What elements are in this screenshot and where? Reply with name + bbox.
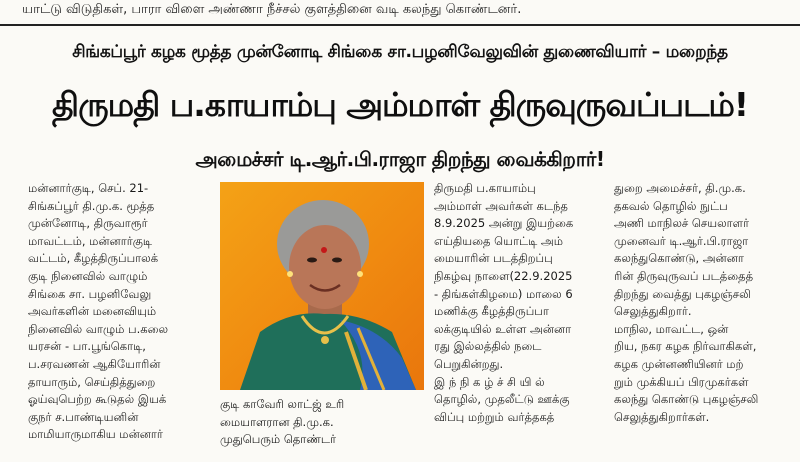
text-line: ஓய்வுபெற்ற கூடுதல் இயக்: [28, 392, 167, 407]
body-column-1: [28, 180, 214, 462]
text-line: லக்குடியில் உள்ள அன்னா: [434, 321, 572, 336]
article-kicker: சிங்கப்பூர் கழக மூத்த முன்னோடி சிங்கை சா.பழனிவேலுவின் துணைவியார் – மறைந்த: [72, 42, 728, 62]
text-line: ரின் திருவுருவப் படத்தைத்: [614, 268, 754, 283]
text-line: துறை அமைச்சர், தி.மு.க.: [614, 181, 746, 195]
text-line: எய்தியதை யொட்டி அம்: [434, 233, 563, 248]
text-line: கலந்து கொண்டு புகழஞ்சலி: [614, 392, 759, 407]
top-divider: [0, 24, 800, 26]
text-line: ப.சரவணன் ஆகியோரின்: [28, 356, 161, 371]
text-line: கழக முன்னணியினர் மற்: [614, 356, 744, 371]
body-column-3: [434, 180, 606, 462]
text-line: 8.9.2025 அன்று இயற்கை: [434, 216, 574, 231]
article-headline: திருமதி ப.காயாம்பு அம்மாள் திருவுருவப்படம்!: [52, 85, 748, 124]
caption-line: மையாளரான தி.மு.க.: [220, 414, 334, 429]
text-line: மன்னார்குடி, செப். 21-: [28, 181, 149, 195]
text-line: தகவல் தொழில் நுட்ப: [614, 198, 728, 213]
text-line: சிங்கை சா. பழனிவேலு: [28, 286, 152, 301]
photo-caption: [220, 396, 426, 462]
text-line: செலுத்துகிறார்.: [614, 304, 692, 319]
text-line: செலுத்துகிறார்கள்.: [614, 409, 710, 424]
text-line: அம்மாள் அவர்கள் கடந்த: [434, 198, 568, 213]
text-line: வட்டம், கீழத்திருப்பாலக்: [28, 251, 159, 266]
text-line: பெறுகின்றது.: [434, 356, 504, 371]
article-subheadline: அமைச்சர் டி.ஆர்.பி.ராஜா திறந்து வைக்கிறார்!: [195, 147, 605, 171]
text-line: குநர் ச.பாண்டியனின்: [28, 409, 139, 424]
text-line: கலந்துகொண்டு, அன்னா: [614, 251, 744, 266]
text-line: மையாரின் படத்திறப்பு: [434, 251, 553, 266]
text-line: தாயாரும், செய்தித்துறை: [28, 374, 156, 389]
text-line: அணி மாநிலச் செயலாளர்: [614, 216, 750, 231]
text-line: றிய, நகர கழக நிர்வாகிகள்,: [614, 339, 757, 354]
text-line: குடி நினைவில் வாழும்: [28, 268, 148, 283]
text-line: ரது இல்லத்தில் நடை: [434, 339, 542, 354]
text-line: முன்னோடி, திருவாரூர்: [28, 216, 148, 231]
text-line: இ ந் நி க ழ் ச் சி யி ல்: [434, 374, 545, 389]
text-line: மாமியாருமாகிய மன்னார்: [28, 427, 163, 442]
text-line: தொழில், முதலீட்டு ஊக்கு: [434, 392, 570, 407]
text-line: மாவட்டம், மன்னார்குடி: [28, 233, 153, 248]
text-line: நிகழ்வு நாளை(22.9.2025: [434, 268, 573, 283]
text-line: றும் முக்கியப் பிரமுகர்கள்: [614, 374, 749, 389]
body-column-4: [614, 180, 794, 462]
text-line: மணிக்கு கீழத்திருப்பா: [434, 304, 549, 319]
text-line: - திங்கள்கிழமை) மாலை 6: [434, 286, 573, 301]
text-line: நினைவில் வாழும் ப.கலை: [28, 321, 169, 336]
text-line: முனைவர் டி.ஆர்.பி.ராஜா: [614, 233, 749, 248]
caption-line: முதுபெரும் தொண்டர்: [220, 432, 337, 447]
text-line: திருமதி ப.காயாம்பு: [434, 181, 536, 195]
caption-line: குடி காவேரி லாட்ஜ் உரி: [220, 397, 345, 411]
previous-article-last-line: யாட்டு விடுதிகள், பாரா விளை அண்ணா நீச்சல் குளத்தினை வடி கலந்து கொண்டனர்.: [22, 2, 522, 17]
text-line: விப்பு மற்றும் வர்த்தகத்: [434, 409, 555, 424]
text-line: மாநில, மாவட்ட, ஒன்: [614, 321, 729, 336]
text-line: திறந்து வைத்து புகழஞ்சலி: [614, 286, 751, 301]
portrait-photo: [220, 182, 424, 390]
text-line: சிங்கப்பூர் தி.மு.க. மூத்த: [28, 198, 155, 213]
text-line: அவர்களின் மனைவியும்: [28, 304, 157, 319]
portrait-illustration: [220, 182, 424, 390]
text-line: யரசன் - பா.பூங்கொடி,: [28, 339, 146, 354]
